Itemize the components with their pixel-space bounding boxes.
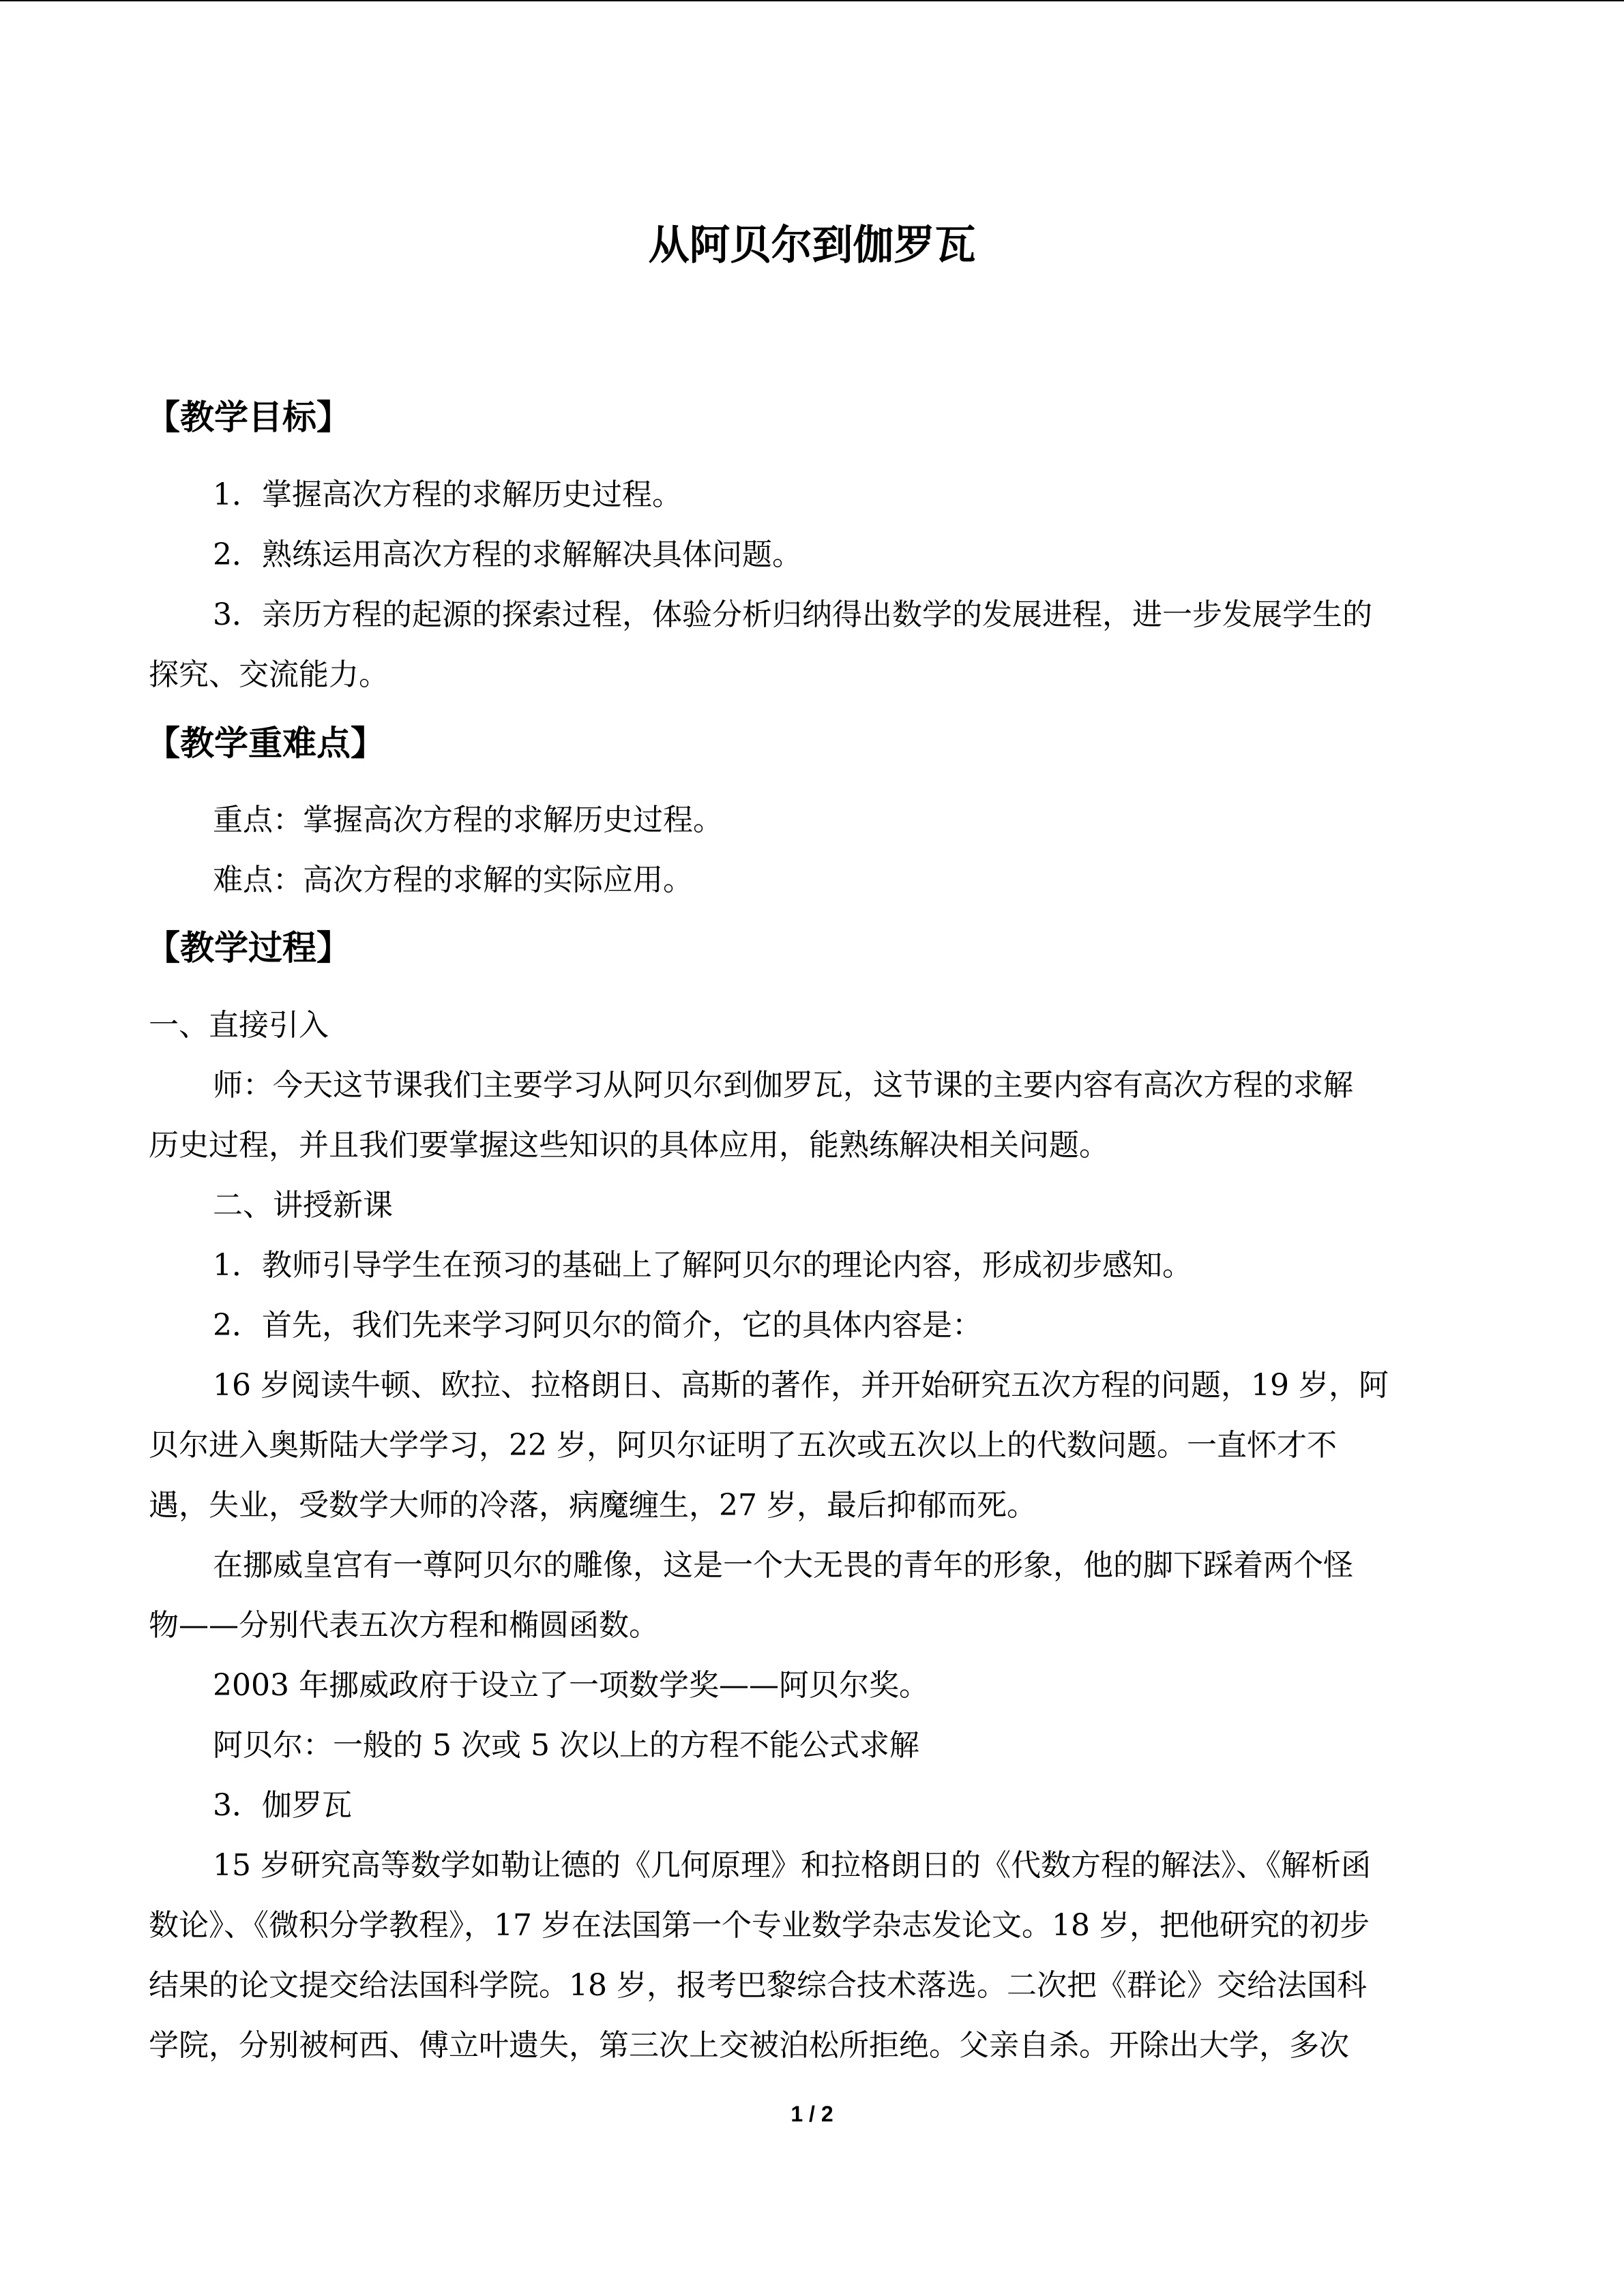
paragraph: 二、讲授新课 (213, 1188, 393, 1223)
paragraph: 探究、交流能力。 (149, 657, 389, 692)
section-heading-keypoints: 【教学重难点】 (146, 724, 385, 763)
paragraph: 重点：掌握高次方程的求解历史过程。 (213, 803, 723, 837)
paragraph: 一、直接引入 (149, 1008, 329, 1043)
page-number: 1 / 2 (791, 2102, 833, 2126)
paragraph: 历史过程，并且我们要掌握这些知识的具体应用，能熟练解决相关问题。 (149, 1128, 1109, 1163)
paragraph: 物——分别代表五次方程和椭圆函数。 (149, 1608, 659, 1643)
paragraph: 师：今天这节课我们主要学习从阿贝尔到伽罗瓦，这节课的主要内容有高次方程的求解 (213, 1068, 1353, 1103)
paragraph: 在挪威皇宫有一尊阿贝尔的雕像，这是一个大无畏的青年的形象，他的脚下踩着两个怪 (213, 1548, 1353, 1583)
top-border (0, 0, 1624, 1)
paragraph: 阿贝尔：一般的 5 次或 5 次以上的方程不能公式求解 (213, 1728, 919, 1763)
paragraph: 1．掌握高次方程的求解历史过程。 (213, 477, 682, 512)
paragraph: 贝尔进入奥斯陆大学学习，22 岁，阿贝尔证明了五次或五次以上的代数问题。一直怀才不 (149, 1428, 1337, 1463)
paragraph: 16 岁阅读牛顿、欧拉、拉格朗日、高斯的著作，并开始研究五次方程的问题，19 岁，阿 (213, 1368, 1389, 1403)
paragraph: 结果的论文提交给法国科学院。18 岁，报考巴黎综合技术落选。二次把《群论》交给法国科 (149, 1968, 1367, 2003)
paragraph: 2003 年挪威政府于设立了一项数学奖——阿贝尔奖。 (213, 1668, 929, 1703)
paragraph: 学院，分别被柯西、傅立叶遗失，第三次上交被泊松所拒绝。父亲自杀。开除出大学，多次 (149, 2028, 1349, 2063)
paragraph: 1．教师引导学生在预习的基础上了解阿贝尔的理论内容，形成初步感知。 (213, 1248, 1192, 1283)
paragraph: 遇，失业，受数学大师的冷落，病魔缠生，27 岁，最后抑郁而死。 (149, 1488, 1037, 1523)
paragraph: 数论》、《微积分学教程》，17 岁在法国第一个专业数学杂志发论文。18 岁，把他研究的初步 (149, 1908, 1370, 1943)
paragraph: 15 岁研究高等数学如勒让德的《几何原理》和拉格朗日的《代数方程的解法》、《解析函 (213, 1848, 1371, 1883)
paragraph: 3．亲历方程的起源的探索过程，体验分析归纳得出数学的发展进程，进一步发展学生的 (213, 597, 1372, 632)
paragraph: 3．伽罗瓦 (213, 1788, 352, 1823)
section-heading-goals: 【教学目标】 (146, 398, 351, 437)
paragraph: 难点：高次方程的求解的实际应用。 (213, 863, 693, 897)
page-title: 从阿贝尔到伽罗瓦 (648, 222, 976, 269)
paragraph: 2．首先，我们先来学习阿贝尔的简介，它的具体内容是： (213, 1308, 982, 1343)
paragraph: 2．熟练运用高次方程的求解解决具体问题。 (213, 537, 802, 572)
section-heading-process: 【教学过程】 (146, 928, 351, 968)
